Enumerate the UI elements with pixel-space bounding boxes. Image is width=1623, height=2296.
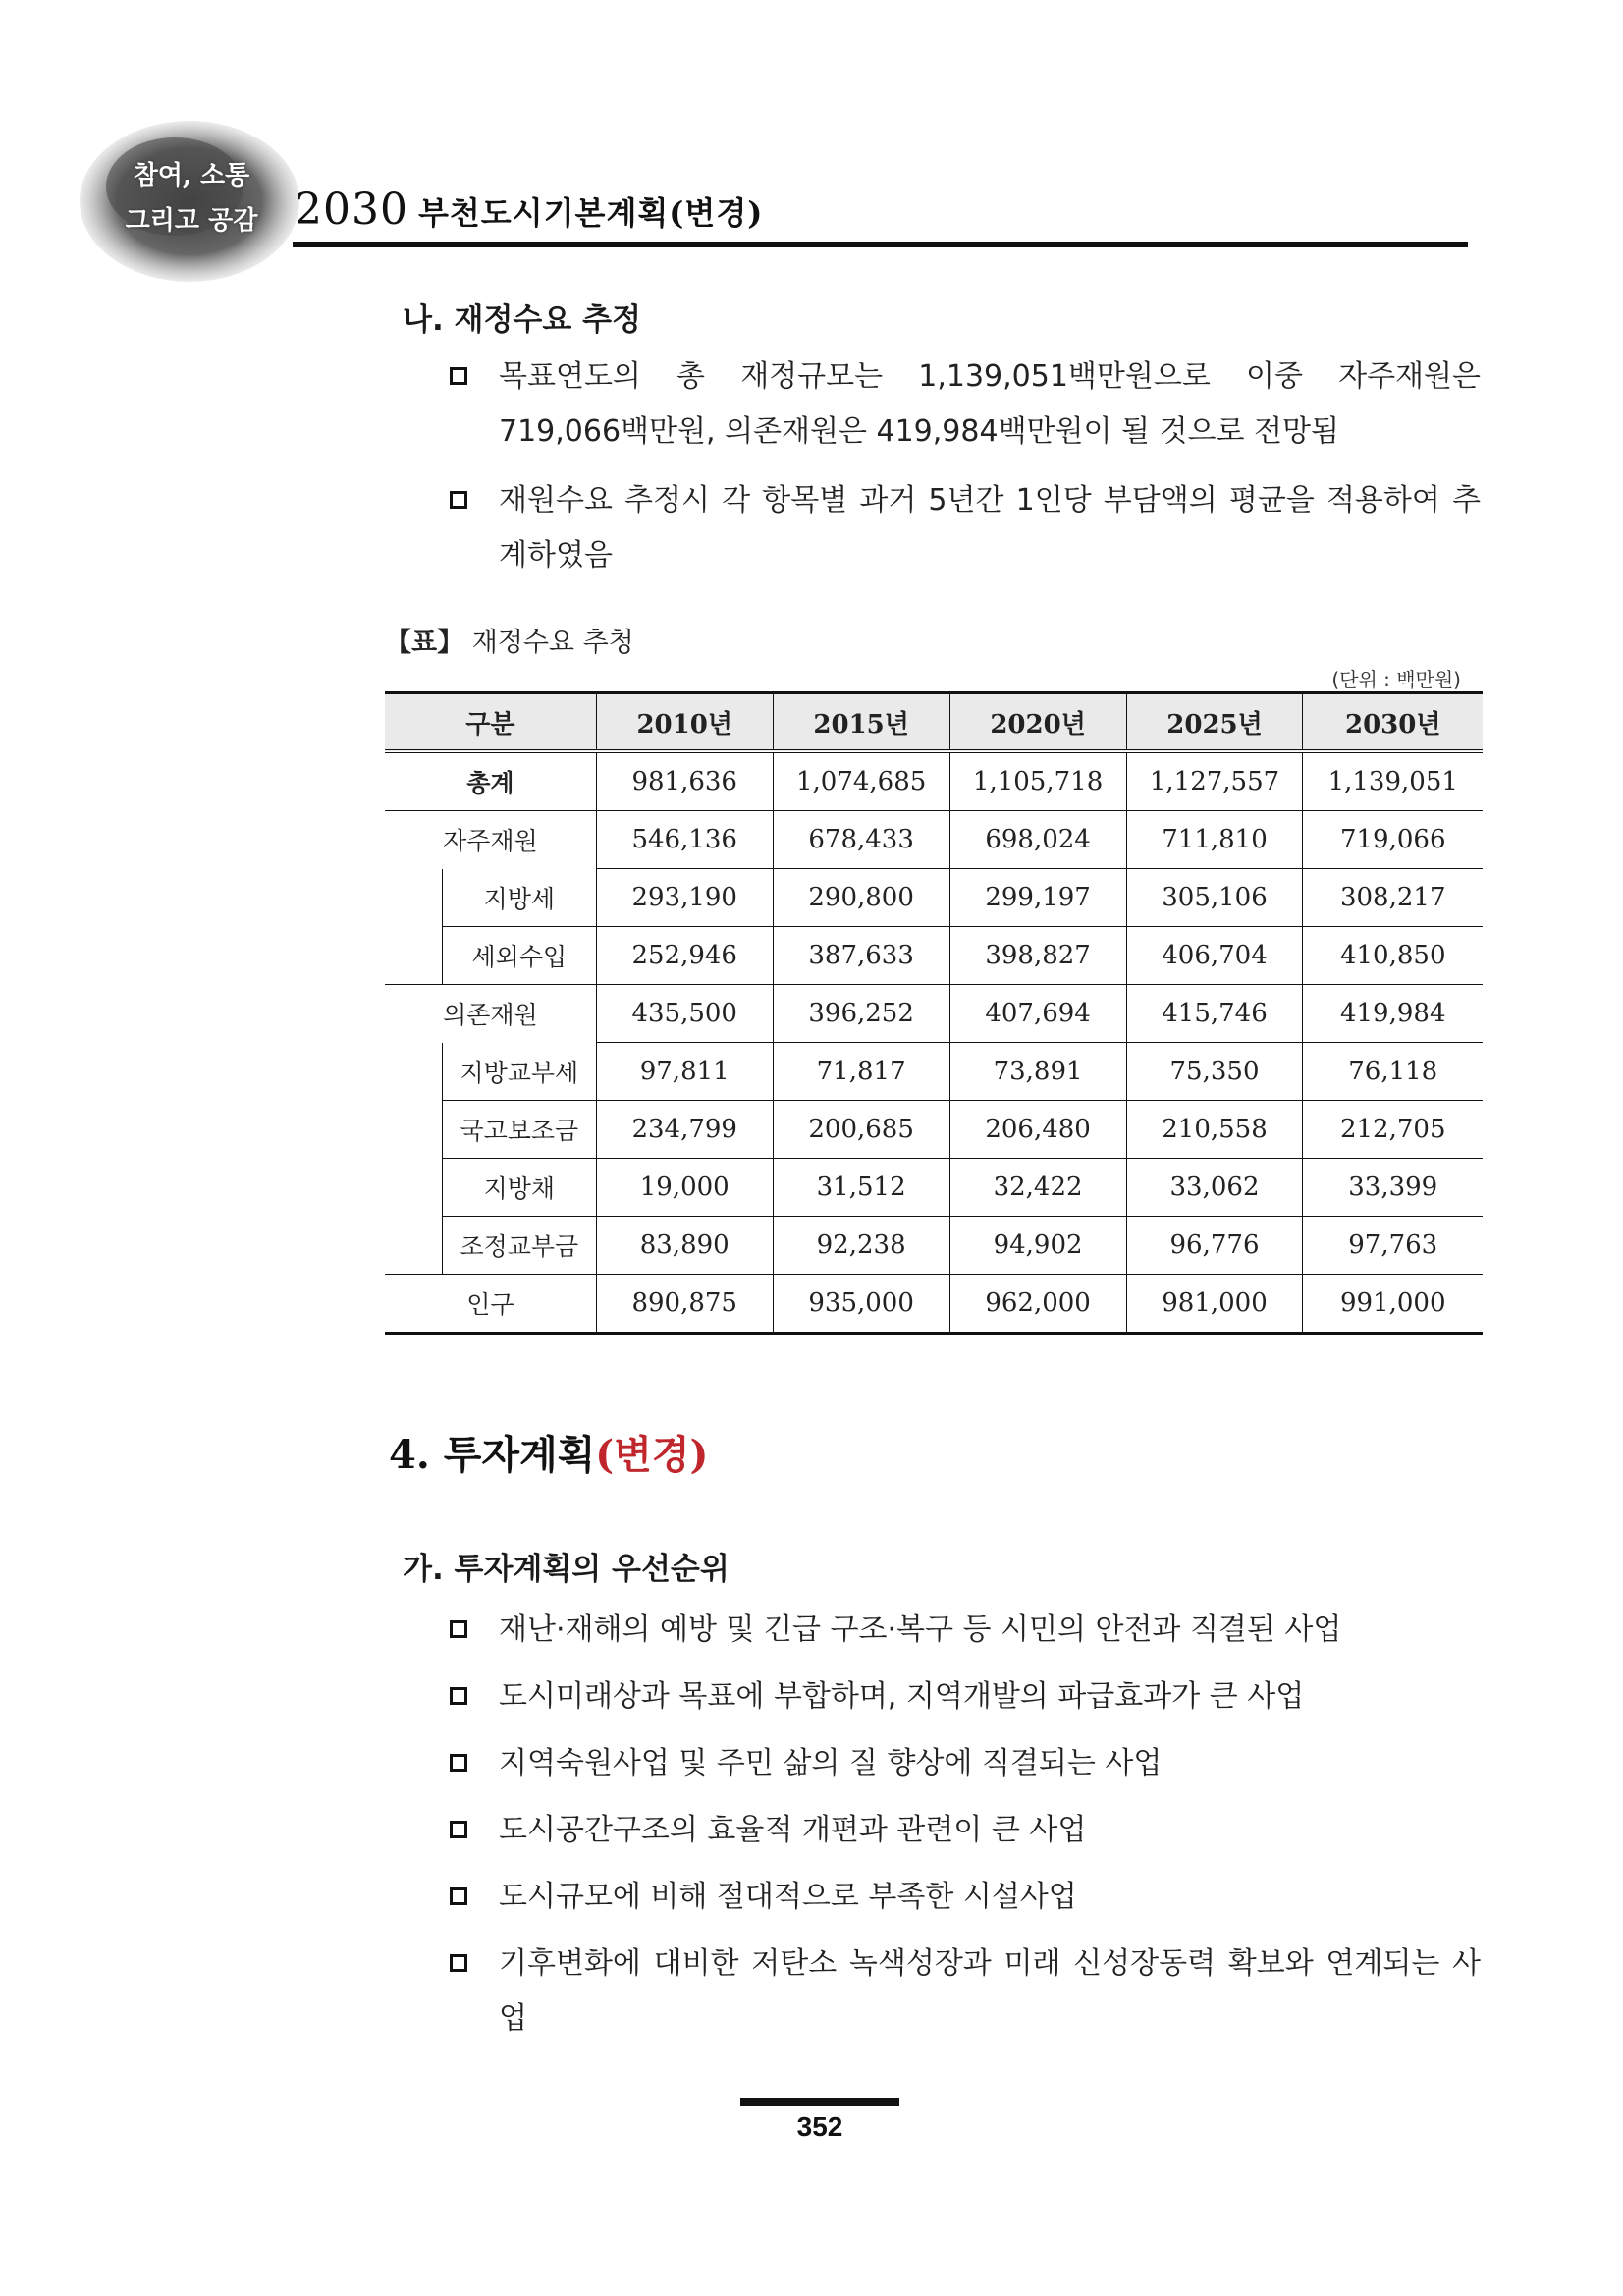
section-4-title: [389, 1424, 708, 1480]
table-cell: 234,799: [596, 1101, 773, 1159]
table-header-cell: 2010년: [596, 693, 773, 752]
section-change-tag: (변경): [595, 1432, 709, 1478]
table-cell: 305,106: [1126, 869, 1303, 927]
table-cell: 410,850: [1303, 927, 1483, 985]
table-cell: 252,946: [596, 927, 773, 985]
indent-spacer: [385, 869, 442, 985]
table-row: [385, 927, 1483, 985]
row-label: 지방채: [442, 1159, 596, 1217]
table-cell: 935,000: [773, 1275, 949, 1334]
table-cell: 387,633: [773, 927, 949, 985]
row-label: 세외수입: [442, 927, 596, 985]
indent-spacer: [385, 1043, 442, 1275]
checkbox-bullet-icon: [450, 1821, 467, 1838]
checkbox-bullet-icon: [450, 491, 467, 509]
table-cell: 308,217: [1303, 869, 1483, 927]
table-caption: [385, 621, 634, 659]
table-cell: 96,776: [1126, 1217, 1303, 1275]
bullet-text: 재난·재해의 예방 및 긴급 구조·복구 등 시민의 안전과 직결된 사업: [499, 1613, 1342, 1647]
table-cell: 75,350: [1126, 1043, 1303, 1101]
finance-table: [385, 691, 1483, 1335]
table-header-cell: 2015년: [773, 693, 949, 752]
row-label: 지방세: [442, 869, 596, 927]
table-cell: 32,422: [949, 1159, 1126, 1217]
table-cell: 83,890: [596, 1217, 773, 1275]
table-cell: 546,136: [596, 811, 773, 869]
row-label: 국고보조금: [442, 1101, 596, 1159]
table-cell: 396,252: [773, 985, 949, 1043]
table-cell: 398,827: [949, 927, 1126, 985]
bullet-text: 목표연도의 총 재정규모는 1,139,051백만원으로 이중 자주재원은 719,066백만원, 의존재원은 419,984백만원이 될 것으로 전망됨: [499, 359, 1481, 449]
table-cell: 73,891: [949, 1043, 1126, 1101]
badge-line-2: 그리고 공감: [125, 206, 258, 236]
table-cell: 210,558: [1126, 1101, 1303, 1159]
table-row: [385, 1101, 1483, 1159]
bullet-text: 지역숙원사업 및 주민 삶의 질 향상에 직결되는 사업: [499, 1746, 1163, 1780]
table-cell: 1,127,557: [1126, 751, 1303, 811]
table-cell: 981,636: [596, 751, 773, 811]
table-cell: 33,399: [1303, 1159, 1483, 1217]
table-cell: 419,984: [1303, 985, 1483, 1043]
table-cell: 31,512: [773, 1159, 949, 1217]
checkbox-bullet-icon: [450, 1754, 467, 1772]
table-header-cell: 2030년: [1303, 693, 1483, 752]
bullet-item: [450, 473, 1481, 583]
table-cell: 435,500: [596, 985, 773, 1043]
bullet-item: [450, 1870, 1481, 1925]
document-header: [295, 185, 763, 235]
bullet-item: [450, 1669, 1481, 1724]
bullet-item: [450, 350, 1481, 460]
checkbox-bullet-icon: [450, 1887, 467, 1905]
table-row: [385, 1217, 1483, 1275]
table-row: [385, 1159, 1483, 1217]
section-heading-ga: 가. 투자계획의 우선순위: [403, 1552, 730, 1587]
bullet-item: [450, 1937, 1481, 2047]
table-cell: 97,811: [596, 1043, 773, 1101]
header-rule: [293, 242, 1468, 247]
bullet-text: 도시미래상과 목표에 부합하며, 지역개발의 파급효과가 큰 사업: [499, 1679, 1305, 1714]
bullet-text: 도시공간구조의 효율적 개편과 관련이 큰 사업: [499, 1813, 1087, 1847]
section-number: 4.: [389, 1432, 430, 1478]
page-number: 352: [796, 2111, 843, 2142]
row-label: 지방교부세: [442, 1043, 596, 1101]
table-cell: 206,480: [949, 1101, 1126, 1159]
table-cell: 33,062: [1126, 1159, 1303, 1217]
table-cell: 415,746: [1126, 985, 1303, 1043]
bullet-text: 기후변화에 대비한 저탄소 녹색성장과 미래 신성장동력 확보와 연계되는 사업: [499, 1946, 1481, 2036]
table-row: [385, 1275, 1483, 1334]
table-cell: 1,074,685: [773, 751, 949, 811]
table-row: [385, 1043, 1483, 1101]
table-cell: 991,000: [1303, 1275, 1483, 1334]
table-caption-text: 재정수요 추청: [471, 628, 634, 658]
table-header-cell: 2020년: [949, 693, 1126, 752]
checkbox-bullet-icon: [450, 367, 467, 385]
checkbox-bullet-icon: [450, 1954, 467, 1972]
table-caption-tag: 【표】: [385, 628, 464, 658]
table-row: [385, 869, 1483, 927]
table-cell: 76,118: [1303, 1043, 1483, 1101]
table-cell: 719,066: [1303, 811, 1483, 869]
footer-bar: [740, 2098, 899, 2106]
table-cell: 293,190: [596, 869, 773, 927]
table-cell: 97,763: [1303, 1217, 1483, 1275]
table-cell: 200,685: [773, 1101, 949, 1159]
bullet-text: 재원수요 추정시 각 항목별 과거 5년간 1인당 부담액의 평균을 적용하여 추계하였음: [499, 483, 1481, 573]
section-title: 투자계획: [443, 1432, 596, 1478]
header-year: 2030: [295, 185, 408, 235]
table-cell: 1,139,051: [1303, 751, 1483, 811]
row-label: 총계: [385, 751, 596, 811]
row-label: 조정교부금: [442, 1217, 596, 1275]
table-cell: 962,000: [949, 1275, 1126, 1334]
row-label: 자주재원: [443, 827, 538, 856]
table-header-cell: 구분: [385, 693, 596, 752]
table-cell: 890,875: [596, 1275, 773, 1334]
checkbox-bullet-icon: [450, 1687, 467, 1705]
section-heading-na: 나. 재정수요 추정: [403, 302, 641, 338]
row-label: 인구: [385, 1275, 596, 1334]
checkbox-bullet-icon: [450, 1620, 467, 1638]
table-cell: 299,197: [949, 869, 1126, 927]
header-plan-title: 부천도시기본계획(변경): [417, 194, 764, 232]
bullet-item: [450, 1603, 1481, 1658]
table-cell: 290,800: [773, 869, 949, 927]
table-header-row: [385, 693, 1483, 752]
table-cell: 94,902: [949, 1217, 1126, 1275]
table-cell: 407,694: [949, 985, 1126, 1043]
badge-line-1: 참여, 소통: [133, 161, 250, 191]
table-row: [385, 751, 1483, 811]
table-cell: 406,704: [1126, 927, 1303, 985]
table-cell: 1,105,718: [949, 751, 1126, 811]
bullet-item: [450, 1736, 1481, 1791]
table-cell: 698,024: [949, 811, 1126, 869]
table-cell: 19,000: [596, 1159, 773, 1217]
table-cell: 678,433: [773, 811, 949, 869]
table-cell: 71,817: [773, 1043, 949, 1101]
table-header-cell: 2025년: [1126, 693, 1303, 752]
table-row: [385, 985, 1483, 1043]
bullet-item: [450, 1803, 1481, 1858]
table-cell: 92,238: [773, 1217, 949, 1275]
table-unit: (단위 : 백만원): [1331, 668, 1461, 691]
bullet-text: 도시규모에 비해 절대적으로 부족한 시설사업: [499, 1880, 1077, 1914]
table-row: [385, 811, 1483, 869]
table-cell: 711,810: [1126, 811, 1303, 869]
table-cell: 212,705: [1303, 1101, 1483, 1159]
row-label: 의존재원: [385, 985, 596, 1043]
table-cell: 981,000: [1126, 1275, 1303, 1334]
